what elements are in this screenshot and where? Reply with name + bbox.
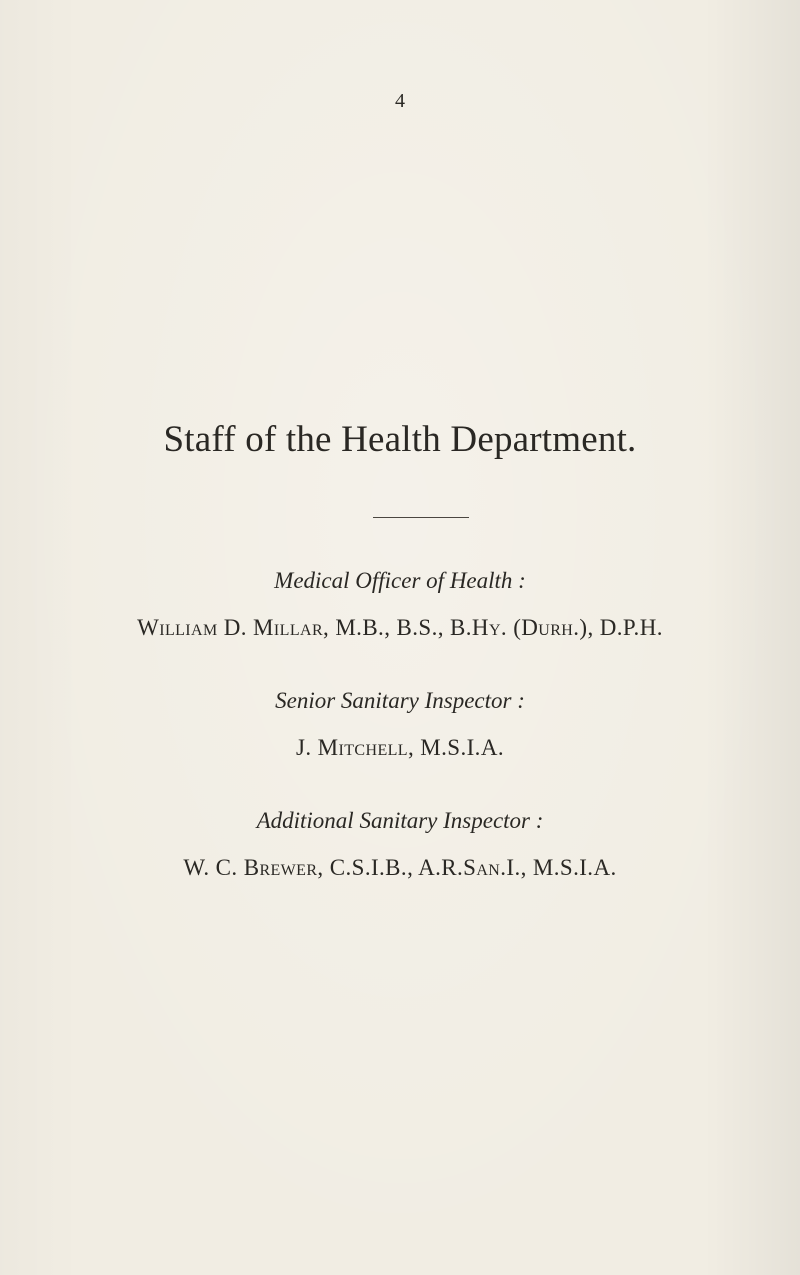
staff-role-additional-inspector: Additional Sanitary Inspector : (256, 808, 544, 833)
staff-name-medical-officer: William D. Millar, M.B., B.S., B.Hy. (Durh.), D.P.H. (137, 615, 663, 640)
staff-name-senior-inspector: J. Mitchell, M.S.I.A. (296, 735, 504, 760)
staff-role-medical-officer: Medical Officer of Health : (274, 568, 526, 593)
page-title: Staff of the Health Department. (163, 419, 637, 460)
page-number: 4 (395, 90, 405, 112)
title-divider (373, 517, 469, 518)
staff-name-additional-inspector: W. C. Brewer, C.S.I.B., A.R.San.I., M.S.I.A. (183, 855, 617, 880)
staff-role-senior-inspector: Senior Sanitary Inspector : (275, 688, 525, 713)
